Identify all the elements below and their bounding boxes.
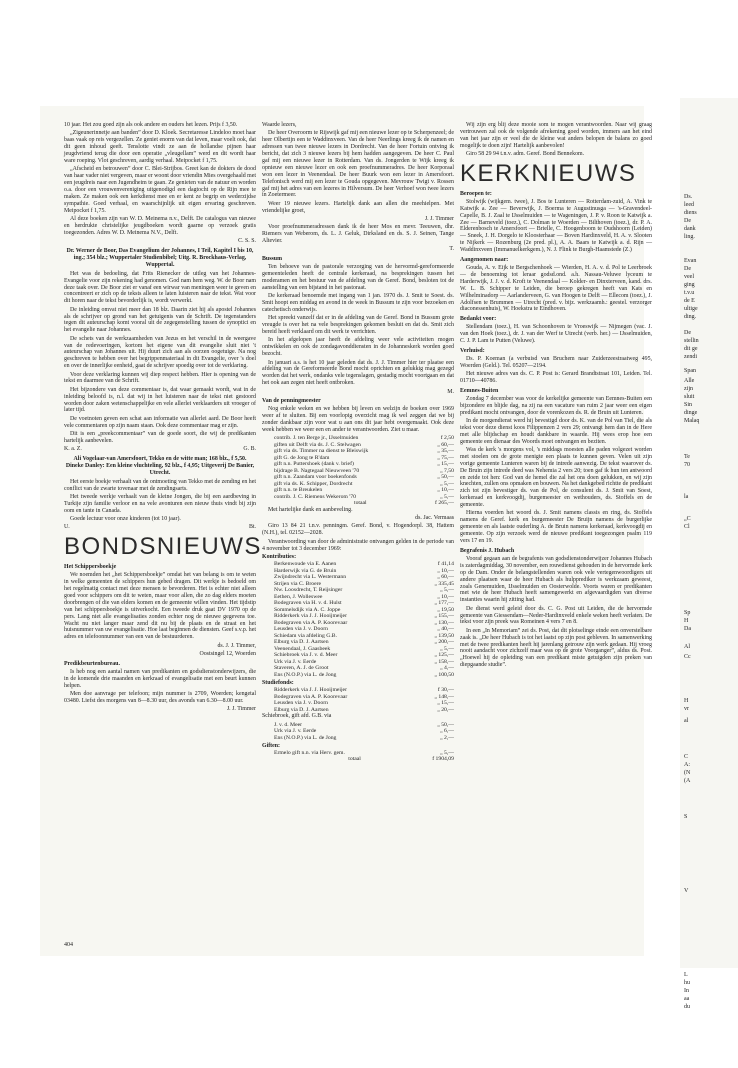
edge-text-fragment: la: [684, 494, 689, 500]
paragraph: Het nieuwe adres van ds. C. P. Post is: Gerard Brandtstraat 101, Leiden. Tel. 01710—40786.: [460, 371, 652, 384]
ledger-amount: „ 60,—: [437, 441, 454, 448]
paragraph: Al deze boeken zijn van W. D. Meinema n.v., Delft. De catalogus van nieuwe en herdrukte christelijke jeugdboeken wordt gaarne op verzoek gratis toegezonden. Adres W. D. Meinema N.V., Delft.: [64, 215, 256, 236]
total-label: totaal: [354, 500, 367, 507]
edge-text-fragment: L: [684, 972, 688, 978]
subheading: Beroepen te:: [460, 190, 492, 197]
study-fund-ledger: [262, 687, 454, 713]
paragraph: Het spreekt vanzelf dat er in de afdeling van de Geref. Bond in Bussum grote vreugde is over het na vele besprekingen gekomen besluit en dat ds. Smit zich bereid heeft verklaard om dit werk te verrichten.: [262, 315, 454, 336]
ledger-amount: „ 130,—: [434, 619, 454, 626]
paragraph: Met hartelijke dank en aanbeveling.: [268, 506, 353, 513]
ledger-amount: „ 5,—: [440, 587, 454, 594]
paragraph: „Afscheid en betrouwen” door C. Blei-Strijbos. Greet kan de dokters de dood van haar vader niet vergeven, maar er woont door vriendin Mies overgehaald met een jeugdreis naar een Jugendheim te gaan. Ze genieten van de natuur en worden o.a. door een vrouwenvereniging uitgenodigd een dagtocht op de Rijn mee te maken. Ze maken ook een kerkdienst mee en er kent ze begrip en wederzijdse sympathie. Goed verhaal, en waarschijnlijk uit eigen ervaring geschreven. Meipocket f 1,75.: [64, 166, 256, 214]
signature-row: [64, 446, 256, 453]
signature: Bt.: [248, 524, 256, 531]
edge-text-fragment: De: [684, 330, 691, 336]
edge-text-fragment: C: [684, 754, 689, 760]
column-3: [460, 122, 652, 671]
ledger-amount: „ 6,—: [440, 728, 454, 735]
review-heading: Dr. Werner de Boor, Das Evangelium der Johannes, I Teil, Kapitel I bis 10, ing.; 354 blz.; Wuppertaler Studienbibel; Uitg. R. Brockhaus-Verlag, Wuppertal.: [66, 247, 254, 268]
next-page-edge: [680, 98, 738, 1010]
ledger-amount: „ 5,—: [440, 493, 454, 500]
section-title-kerknieuws: KERKNIEUWS: [460, 159, 637, 187]
ledger-label: Veenendaal, J. Gaasbeek: [274, 645, 331, 652]
paragraph: Giro 58 29 94 t.n.v. adm. Geref. Bond Bennekom.: [466, 151, 585, 158]
ledger-amount: „ 19,50: [437, 606, 454, 613]
edge-text-fragment: A:: [684, 762, 690, 768]
ledger-amount: „ 60,—: [437, 574, 454, 581]
ledger-amount: „ 100,50: [434, 671, 454, 678]
ledger-amount: „ 15,—: [437, 461, 454, 468]
paragraph: Verantwoording van door de administratie ontvangen gelden in de periode van 4 november tot 3 december 1969:: [262, 538, 454, 552]
ledger-amount: „ 139,50: [434, 632, 454, 639]
signature: K. a. Z.: [64, 446, 82, 453]
ledger-label: Elburg via D. J. Aartsen: [274, 706, 329, 713]
ledger-amount: f 41,14: [437, 561, 454, 568]
paragraph: In een „In Memoriam” zei ds. Post, dat dit plotselinge einde een onverstelbare zaak is. „De heer Hubach is tot het laatst op zijn post gebleven. In samenwerking met de twee predikanten heeft hij jarenlang getrouw zijn werk gedaan. Hij vroeg nooit aandacht voor zichzelf maar was op de grote Voorganger”, aldus ds. Post. „Hoewel hij de opleiding van een predikant miste getuigden zijn preken van diepgaande studie”.: [460, 627, 652, 669]
subheading: Verhuisd:: [460, 347, 485, 354]
edge-text-fragment: Da: [684, 626, 691, 632]
edge-text-fragment: dinge: [684, 410, 698, 416]
edge-text-fragment: du: [684, 1004, 690, 1010]
ledger-label: Strijen via C. Broere: [274, 580, 322, 587]
ledger-label: Elburg via D. J. Aartsen: [274, 639, 329, 646]
column-2: [262, 122, 454, 763]
ledger-amount: „ 335,45: [434, 580, 454, 587]
ledger-amount: „ 4,—: [440, 665, 454, 672]
ledger-amount: f 30,—: [437, 687, 454, 694]
edge-text-fragment: dit ge: [684, 346, 698, 352]
ledger-label: Ens (N.O.P.) via L. de Jong: [274, 734, 337, 741]
edge-text-fragment: (N: [684, 770, 691, 776]
edge-text-fragment: S: [684, 814, 688, 820]
paragraph: De kerkeraad benoemde met ingang van 1 jan. 1970 ds. J. Smit te Soest. ds. Smit hoopt een middag en avond in de week in Bussum te zijn voor bezoeken en catechetisch onderwijs.: [262, 293, 454, 313]
signature: T.: [449, 246, 454, 253]
edge-text-fragment: sluit: [684, 394, 695, 400]
ledger-row: [262, 735, 454, 742]
review-heading: Ali Vogelaar-van Amersfoort, Tekko en de witte man; 168 blz., f 5,50. Dineke Danley: Een kleine vluchteling, 92 blz., f 4,95; Uitgeverij De Banier, Utrecht.: [65, 456, 255, 476]
ledger-label: Leusden via J. v. Doorn: [274, 700, 328, 707]
edge-text-fragment: Malaq: [684, 418, 700, 424]
ledger-note: Schiebroek, gift afd. G.B. via: [262, 713, 332, 720]
paragraph: Weer 19 nieuwe lezers. Hartelijk dank aan allen die meehielpen. Met vriendelijke groet,: [262, 200, 454, 214]
paragraph: Men doe aanvrage per telefoon; mijn nummer is 2709, Woerden; kengetal 03480. Liefst des morgens van 8—8.30 uur, des avonds van 6.30—8.00 uur.: [64, 690, 256, 704]
paragraph: Was de kerk 's morgens vol, 's middags moesten alle paden volgezet worden met stoelen om de grote menigte een plaats te kunnen geven. Velen uit zijn vorige gemeente Lunteren waren bij de intrede aanwezig. De tekst waarover ds. De Bruin zijn intrede deed was Nehemia 2 vers 20; toen gaf ik hun ten antwoord en zeide tot hen: God van de hemel die zal het ons doen gelukken, en wij zijn knechten, zullen ons opmaken en bouwen. Na het dankgebed richtte de predikant zich tot zijn bevestiger ds. van de Pol, de consulent ds. J. Smit van Soest, kerkeraad en kerkvoogdij, burgemeester en wethouders, ds. Stoffels en de gemeente.: [460, 446, 652, 509]
edge-text-fragment: V: [684, 888, 689, 894]
ledger-label: bijdrage B. Nagtegaal Nieuwveen '70: [274, 467, 360, 474]
edge-text-fragment: ultige: [684, 306, 698, 312]
edge-text-fragment: veel: [684, 274, 694, 280]
ledger-label: Schiebroek via J. v. d. Meer: [274, 652, 338, 659]
paragraph: De voetnoten geven een schat aan informatie van allerlei aard. De Boor heeft vele commentaren op zijn naam staan. Ook deze commentaar mag er zijn.: [64, 415, 256, 429]
edge-text-fragment: Ds.: [684, 194, 693, 200]
ledger-label: Bodegraven via A. P. Koorevaar: [274, 619, 348, 626]
paragraph: Ds. P. Koeman (a verbuisd van Bruchem naar Zuiderzeestraatweg 495, Woerden (Geld.). Tel. 05207—2194.: [460, 355, 652, 369]
paragraph: De dienst werd geleid door ds. C. G. Post uit Leiden, die de hervormde gemeente van Giessendam—Neder-Hardinxveld enkele weken heeft verlaten. De tekst voor zijn preek was Romeinen 4 vers 7 en 8.: [460, 605, 652, 626]
paragraph: Het was de bedoeling, dat Frits Rienecker de uitleg van het Johannes-Evangelie voor zijn rekening had genomen. God nam hem weg. W. de Boor nam deze taak over. De Boor ziet er vanaf een wirwar van meningen weer te geven en concentreert er zich op de teksts alleen te laten luisteren naar de tekst. Wat voor dit horen naar de tekst bevorderlijk is, wordt verwerkt.: [64, 270, 256, 305]
ledger-amount: „ 75,—: [437, 454, 454, 461]
edge-text-fragment: Te: [684, 454, 690, 460]
subheading: Giften:: [262, 743, 280, 750]
edge-text-fragment: hu: [684, 980, 690, 986]
schiebroek-ledger: [262, 722, 454, 742]
subheading: Het Schippersboekje: [64, 564, 117, 571]
subheading: Kontributies:: [262, 554, 297, 561]
paragraph: Dit is een „preekcommentaar” van de goede soort, die wij de predikanten hartelijk aanbevelen.: [64, 430, 256, 444]
paragraph: Giro 13 84 21 t.n.v. penningm. Geref. Bond, v. Hogendorpl. 38, Hattem (N.H.), tel. 02152—2028.: [262, 523, 454, 537]
subheading: Aangenomen naar:: [460, 257, 509, 264]
ledger-amount: „ 10,—: [437, 567, 454, 574]
ledger-amount: „ 125,—: [434, 652, 454, 659]
edge-text-fragment: Alle: [684, 378, 695, 384]
ledger-label: gift n.n. te Breukelen: [274, 487, 323, 494]
paragraph: Nog enkele weken en we hebben bij leven en welzijn de boeken over 1969 weer af te sluiten. Bij een voorlopig overzicht mag ik wel zeggen dat we bij zonder dankbaar zijn voor wat u aan ons dit jaar hebt overgemaakt. Ook deze week hebben we weer een en ander te verantwoorden. Ziet u maar.: [262, 406, 454, 434]
edge-text-fragment: H: [684, 698, 689, 704]
ledger-label: Ridderkerk via J. J. Hooijmeijer: [274, 613, 347, 620]
ledger-label: Ermelo gift n.n. via Herv. gem.: [274, 749, 345, 756]
ledger-amount: „ 10,—: [437, 487, 454, 494]
signature: G. B.: [243, 446, 256, 453]
paragraph: We noemden het „het Schippersboekje” omdat het van belang is om te weten in welke gemeenten de schippers hun gebed dragen. Dit werkje is bedoeld om het regelmatig contact met deze mensen te bevorderen. Het is echter niet alleen goed voor schippers om dit te weten, maar voor allen, die zo dag elders moeten doorbrengen of die van elders komen en de gemeente willen vinden. Het tijdstip van het schippersboekje is uitverkocht. Een tweede druk gaat DV 1970 op de pers. Lang niet alle evangelisaties zonden echter nog de nieuwe gegevens toe. Wacht nu niet langer maar zend dit nu bij de plaats en de straat en het huisnummer van uw evangelisatie. Hoe laat beginnen de diensten. Geef s.v.p. het adres en telefoonnummer van een van de bestuurderen.: [64, 572, 256, 641]
ledger-label: contrib. J. ten Berge jr., IJsselmuiden: [274, 435, 359, 442]
ledger-label: Schiedam via afdeling G.B.: [274, 632, 338, 639]
paragraph: Waarde lezers,: [262, 122, 297, 128]
ledger-amount: „ 200,—: [434, 639, 454, 646]
ledger-amount: „ 148,—: [434, 693, 454, 700]
subheading: Predikbeurtenbureau.: [64, 660, 120, 667]
paragraph: Hierna voerden het woord ds. J. Smit namens classis en ring, ds. Stoffels namens de Geref. kerk en burgemeester De Bruijn namens de burgerlijke gemeente en als laatste ouderling A. de Bruin namens kerkeraad, kerkvoogdij en gemeente. Op zijn verzoek werd de nieuwe predikant toegezongen psalm 119 vers 17 en 19.: [460, 510, 652, 545]
subheading: Begrafenis J. Hubach: [460, 547, 515, 554]
ledger-amount: „ 20,—: [437, 706, 454, 713]
ledger-label: Urk via J. v. Eerde: [274, 728, 317, 735]
signature: ds. Jac. Vermaas: [415, 515, 454, 522]
paragraph: In de morgendienst werd hij bevestigd door ds. K. van de Pol van Tiel, die als tekst voor deze dienst koos Filippenzen 2 vers 29; ontvangt hem dan in de Here met alle blijdschap en houdt dankbare in waarde. Hij wees erop hoe een gemeente een dienaar des Woords moet ontvangen en beziten.: [460, 417, 652, 445]
ledger-label: gift via ds. Timmer na dienst te Bleiswijk: [274, 448, 369, 455]
subheading: Studiefonds:: [262, 680, 294, 687]
ledger-amount: „ 15,—: [437, 700, 454, 707]
ledger-label: Nw. Loosdrecht, T. Reijsinger: [274, 587, 343, 594]
signature-row: [64, 524, 256, 531]
ledger-amount: „ 155,—: [434, 613, 454, 620]
ledger-amount: „ 35,—: [437, 448, 454, 455]
paragraph: De inleiding omvat niet meer dan 18 blz. Daarin ziet hij als apostel Johannes als de schrijver op grond van het getuigenis van de Schrift. De tegenstanders tegen dit auteurschap komt vooral uit de zegegenstelling tussen de synoptici en het evangelie naar Johannes.: [64, 306, 256, 334]
paragraph: In het afgelopen jaar heeft de afdeling weer vele activiteiten mogen ontwikkelen en ook de zondagavonddiensten in de Johanneskerk worden goed bezocht.: [262, 337, 454, 358]
ledger-label: giften uit Delft via ds. J. C. Stelwagen: [274, 441, 361, 448]
page-number: 404: [64, 942, 73, 948]
ledger-label: Bodegraven via H. v. d. Hulst: [274, 600, 342, 607]
ledger-label: Harderwijk via G. de Bruin: [274, 567, 337, 574]
ledger-amount: „ 7,50: [440, 467, 454, 474]
edge-text-fragment: ding.: [684, 314, 697, 320]
final-total: [262, 756, 454, 763]
ledger-amount: „ 5,—: [440, 749, 454, 756]
edge-text-fragment: „C: [684, 516, 691, 522]
signature: C. S. S.: [238, 238, 256, 245]
paragraph: Het bijzondere van deze commentaar is, dat waar gemaakt wordt, wat in de inleiding beloofd is, n.l. dat wij in het luisteren naar de tekst niet gestoord worden door zaken wetenschappelijke en vele allerlei verklaarders uit vroeger of later tijd.: [64, 386, 256, 414]
edge-text-fragment: zijn: [684, 386, 693, 392]
edge-text-fragment: Cl: [684, 524, 690, 530]
ledger-label: Berkenwoude via E. Aanen: [274, 561, 337, 568]
paragraph: Zondag 7 december was voor de kerkelijke gemeente van Eemnes-Buiten een bijzondere en blijde dag, na zij na een vacature van ruim 2 jaar weer een eigen predikant mocht ontvangen, door de vorenkozen ds. R. de Bruin uit Lunteren.: [460, 395, 652, 416]
paragraph: Stolwijk (wijkgem. twee), J. Bos te Lunteren — Rotterdam-zuid, A. Vink te Katwijk a. Zee — Beverwijk, J. Boerma te Augustinusga — 's-Gravendeel-Capelle, B. J. Zaal te IJsselmuiden — te Wageningen, J. P. v. Roon te Katwijk a. Zee — Barneveld (toez.), C. Dolman te Woerden — Bilthoven (toez.), dr. P. A. Elderenbosch te Amersfoort — Brielle, C. Hoogenboom te Oudshoorn (Leiden) — Sneek, J. H. Dorgelo te Kloosterhaar — Boven Hardinxveld, H. A. v. Slooten te Nijkerk — Rozenburg (2e pred. pl.), A. A. Baars te Katwijk a. d. Rijn — Waddinxveen (Immanuelkerkgem.), N. J. Flink te Burgh-Haamstede (Z.): [460, 198, 652, 254]
ledger-row: [262, 672, 454, 679]
paragraph: De schets van de werkzaamheden van Jezus en het verschil in de weergave van de redevoeringen, kortom het eigene van dit evangelie sluit niet 't auteurschap van Johannes uit. Hij duurt zich aan als oorzen oogetuige. Na nog geschreven te hebben over het begrippenmateriaal in dit Evangelie, over 's doel en over de innerlijke eenheid, gaat de schrijver spoedig over tot de verklaring.: [64, 335, 256, 370]
edge-text-fragment: Sin: [684, 402, 693, 408]
total-amount: f 1904,09: [432, 756, 454, 763]
ledger-label: Urk via J. v. Eerde: [274, 658, 317, 665]
subheading: Bussum: [262, 256, 282, 263]
edge-text-fragment: dank: [684, 226, 696, 232]
subheading: Bedankt voor:: [460, 316, 497, 323]
edge-text-fragment: de E: [684, 298, 695, 304]
ledger-amount: „ 50,—: [437, 721, 454, 728]
edge-text-fragment: leed: [684, 202, 694, 208]
ledger-amount: „ 5,—: [440, 480, 454, 487]
ledger-amount: „ 158,—: [434, 658, 454, 665]
ledger-amount: „ 40,—: [437, 626, 454, 633]
paragraph: 10 jaar. Het zou goed zijn als ook andere en ouders het lezen. Prijs f 3,50.: [64, 122, 238, 128]
ledger-label: gift G. de Jong te R'dam: [274, 454, 330, 461]
edge-text-fragment: (A: [684, 778, 691, 784]
ledger-label: Sommelsdijk via A. C. Joppe: [274, 606, 341, 613]
ledger-label: Leusden via J. v. Doorn: [274, 626, 328, 633]
signature: J. J. Timmer: [424, 215, 454, 222]
ledger-label: Ens (N.O.P.) via L. de Jong: [274, 671, 337, 678]
paragraph: De heer Overoorm te Rijswijk gaf mij een nieuwe lezer op te Scherpenzeel; de heer Olbertijn een te Waddinxveen. Van de heer Neerlings kreeg ik de namen en adressen van twee nieuwe lezers in Dordrecht. Van de heer Fortuin ontving ik bericht, dat zich 3 nieuwe lezers bij hem hadden aangegeven. De heer C. Paul gaf mij een nieuwe lezer in Rotterdam. Van ds. Jongerden te Wijk kreeg ik opnieuw een nieuwe lezer en ook een proefnummeradres. De heer Korporaal won een lezer in Veenendaal. De heer Buurk won een lezer in Amersfoort. Telefonisch werd mij een lezer te Gouda opgegeven. Mevrouw Twigt v. Rossen gaf mij het adres van een lezeres in Hilversum. De heer Verhoef won twee lezers in Zoetermeer.: [262, 130, 454, 199]
ledger-label: Bodegraven via A. P. Koorevaar: [274, 693, 348, 700]
signature: Oostsingel 12, Woerden: [199, 650, 256, 657]
edge-text-fragment: ging: [684, 282, 695, 288]
ledger-amount: f 2,50: [440, 435, 454, 442]
ledger-amount: „ 5,—: [440, 645, 454, 652]
ledger-amount: „ 10,—: [437, 593, 454, 600]
ledger-amount: „ 177,—: [434, 600, 454, 607]
ledger-label: Ridderkerk via J. J. Hooijmeijer: [274, 687, 347, 694]
edge-text-fragment: ling.: [684, 234, 695, 240]
signature: J. J. Timmer: [226, 706, 256, 713]
paragraph: Stellendam (toez.), H. van Schoonhoven te Vroeswijk — Nijmegen (vac. J. van den Hoek (toez.), dr. J. van der Werf te Utrecht (verb. her.) — IJsselmuiden, C. J. P. Lam te Putten (Veluwe).: [460, 324, 652, 345]
edge-text-fragment: zendi: [684, 354, 697, 360]
total-amount: f 265,—: [435, 500, 454, 507]
edge-text-fragment: H: [684, 618, 689, 624]
edge-text-fragment: vr: [684, 706, 689, 712]
ledger-label: Eethen, J. Wolleswee: [274, 593, 323, 600]
edge-text-fragment: Cc: [684, 654, 691, 660]
paragraph: „Zigeunerinnetje aan banden” door D. Kloek. Secretaresse Lindeloo moet haar baas vaak op reis vergezellen. Ze geniet enorm van dat leven, maar voelt ook, dat dit geen inhoud geeft. Tenslotte vindt ze aan de hollandse pijnen haar jeugdvriend terug die door een operatie „vleugellam” werd en dit wordt haar ware roeping. Vlot geschreven, aardig verhaal. Meipocket f 1,75.: [64, 130, 256, 164]
paragraph: Voor deze verklaring kunnen wij diep respect hebben. Hier is opening van de tekst en daarmee van de Schrift.: [64, 371, 256, 385]
paragraph: Is heb nog een aantal namen van predikanten en godsdienstonderwijzers, die in de komende drie maanden en kerkraad of evangelisatie met een beurt kunnen helpen.: [64, 668, 256, 689]
column-1: [64, 122, 262, 714]
edge-text-fragment: t.v.u: [684, 290, 695, 296]
paragraph: Voor proefnummeradressen dank ik de heer Mos en mevr. Teeuwen, dhr. Riemers van Weberom, ds. L. J. Geluk, Dirksland en ds. S. J. Seinen, Tange Altevier.: [262, 224, 454, 245]
signature: U.: [64, 524, 70, 531]
paragraph: Goede lectuur voor onze kinderen (tot 10 jaar).: [70, 516, 181, 523]
edge-text-fragment: al: [684, 718, 689, 724]
edge-text-fragment: 70: [684, 462, 690, 468]
edge-text-fragment: Span: [684, 368, 696, 374]
ledger-label: J. v. d. Meer: [274, 721, 303, 728]
contributions-ledger: [262, 561, 454, 678]
ledger-label: Staveren, A. J. de Groot: [274, 665, 329, 672]
ledger-label: gift n.n. Zaandam voor boekenfonds: [274, 474, 357, 481]
edge-text-fragment: aa: [684, 996, 690, 1002]
edge-text-fragment: Evan: [684, 258, 697, 264]
ledger-amount: „ 2,—: [440, 734, 454, 741]
signature: M.: [447, 388, 454, 395]
edge-text-fragment: In: [684, 988, 689, 994]
signature: ds. J. J. Timmer,: [217, 642, 256, 649]
ledger-label: gift via ds. K. Schipper, Dordrecht: [274, 480, 353, 487]
edge-text-fragment: Sp: [684, 610, 691, 616]
paragraph: Het tweede werkje verhaalt van de kleine Jongen, die bij een aardbeving in Turkije zijn familie verloor en na vele avonturen een nieuw thuis vindt bij zijn oom en tante in Canada.: [64, 494, 256, 514]
paragraph: Vooraf gegaan aan de begrafenis van godsdienstonderwijzer Johannes Hubach is zaterdagmiddag, 30 november, een rouwdienst gehouden in de hervormde kerk op de Dam. Onder de belangstellenden waren ook vele vertegenwoordigers uit andere plaatsen waar de heer Hubach als hulpprediker is werkzaam geweest, zoals Genemuiden, IJsselmuiden en Oosterwolde. Voorts waren er predikanten met wie de heer Hubach heeft samengewerkt en afgevaardigden van diverse instanties waarin hij zitting had.: [460, 555, 652, 604]
edge-text-fragment: De: [684, 218, 691, 224]
edge-text-fragment: De: [684, 266, 691, 272]
total-label: totaal: [348, 756, 361, 763]
paragraph: Wij zijn erg blij deze mooie som te mogen verantwoorden. Naar wij graag vertrouwen zal ook de volgende afrekening goed worden, immers aan het eind van het jaar zijn er veel die de kleine wat anders belopen de balans zo goed mogelijk te doen zijn! Hartelijk aanbevolen!: [460, 122, 652, 149]
subheading: Van de penningmeester: [262, 398, 321, 405]
paragraph: Gouda, A. v. Eijk te Bergschenhoek — Wierden, H. A. v. d. Pol te Leerbroek — de benoeming tot leraar godsd.ond. a.h. Nassau-Veluwe lyceum te Harderwijk, J. J. v. d. Kroft te Veenendaal — Kolder- en Dinxterveen, kand. drs. W. L. B. Schipper te Leiden, die beroep gekregen heeft van Kats en Wilhelminadorp — Aarlanderveen, G. van Hoogen te Delft — Ellecom (toez.), J. Adolfsen te Brummen — Utrecht (pred. v. bijz. werkzaamh.: geestel. verzorger diaconessenhuis), W. Hoekstra te Eindhoven.: [460, 264, 652, 313]
paragraph: Ten behoeve van de pastorale verzorging van de hervormd-gereformeerde gemeenteleden heeft de centrale kerkeraad, na besprekingen tussen het moderamen en het bestuur van de afdeling van de Geref. Bond, besloten tot de aanstelling van een bijstand in het pastoraat.: [262, 264, 454, 291]
ledger-label: Zwijndrecht via L. Westermann: [274, 574, 347, 581]
subheading: Eemnes-Buiten: [460, 387, 499, 394]
section-title-bondsnieuws: BONDSNIEUWS: [64, 533, 262, 561]
paragraph: Het eerste boekje verhaalt van de ontmoeting van Tekko met de zending en het conflict van de zwarte tovenaar met de zendingsarts.: [64, 478, 256, 492]
ledger-amount: „ 50,—: [437, 474, 454, 481]
edge-text-fragment: diens: [684, 210, 697, 216]
edge-text-fragment: Al: [684, 644, 690, 650]
ledger-label: gift n.n. Puttershoek (dank v. brief): [274, 461, 354, 468]
ledger-label: contrib. J. C. Riemens Wekerom '70: [274, 493, 356, 500]
paragraph: In januari a.s. is het 10 jaar geleden dat ds. J. J. Timmer hier ter plaatse een afdeling van de Gereformeerde Bond mocht oprichten en gelukkig mag gezegd worden dat het werk, ondanks vele tegenslagen, gestadig mocht voortgaan en dat het ook aan zegen niet heeft ontbroken.: [262, 359, 454, 387]
edge-text-fragment: stellin: [684, 338, 699, 344]
gifts-ledger: [262, 435, 454, 500]
